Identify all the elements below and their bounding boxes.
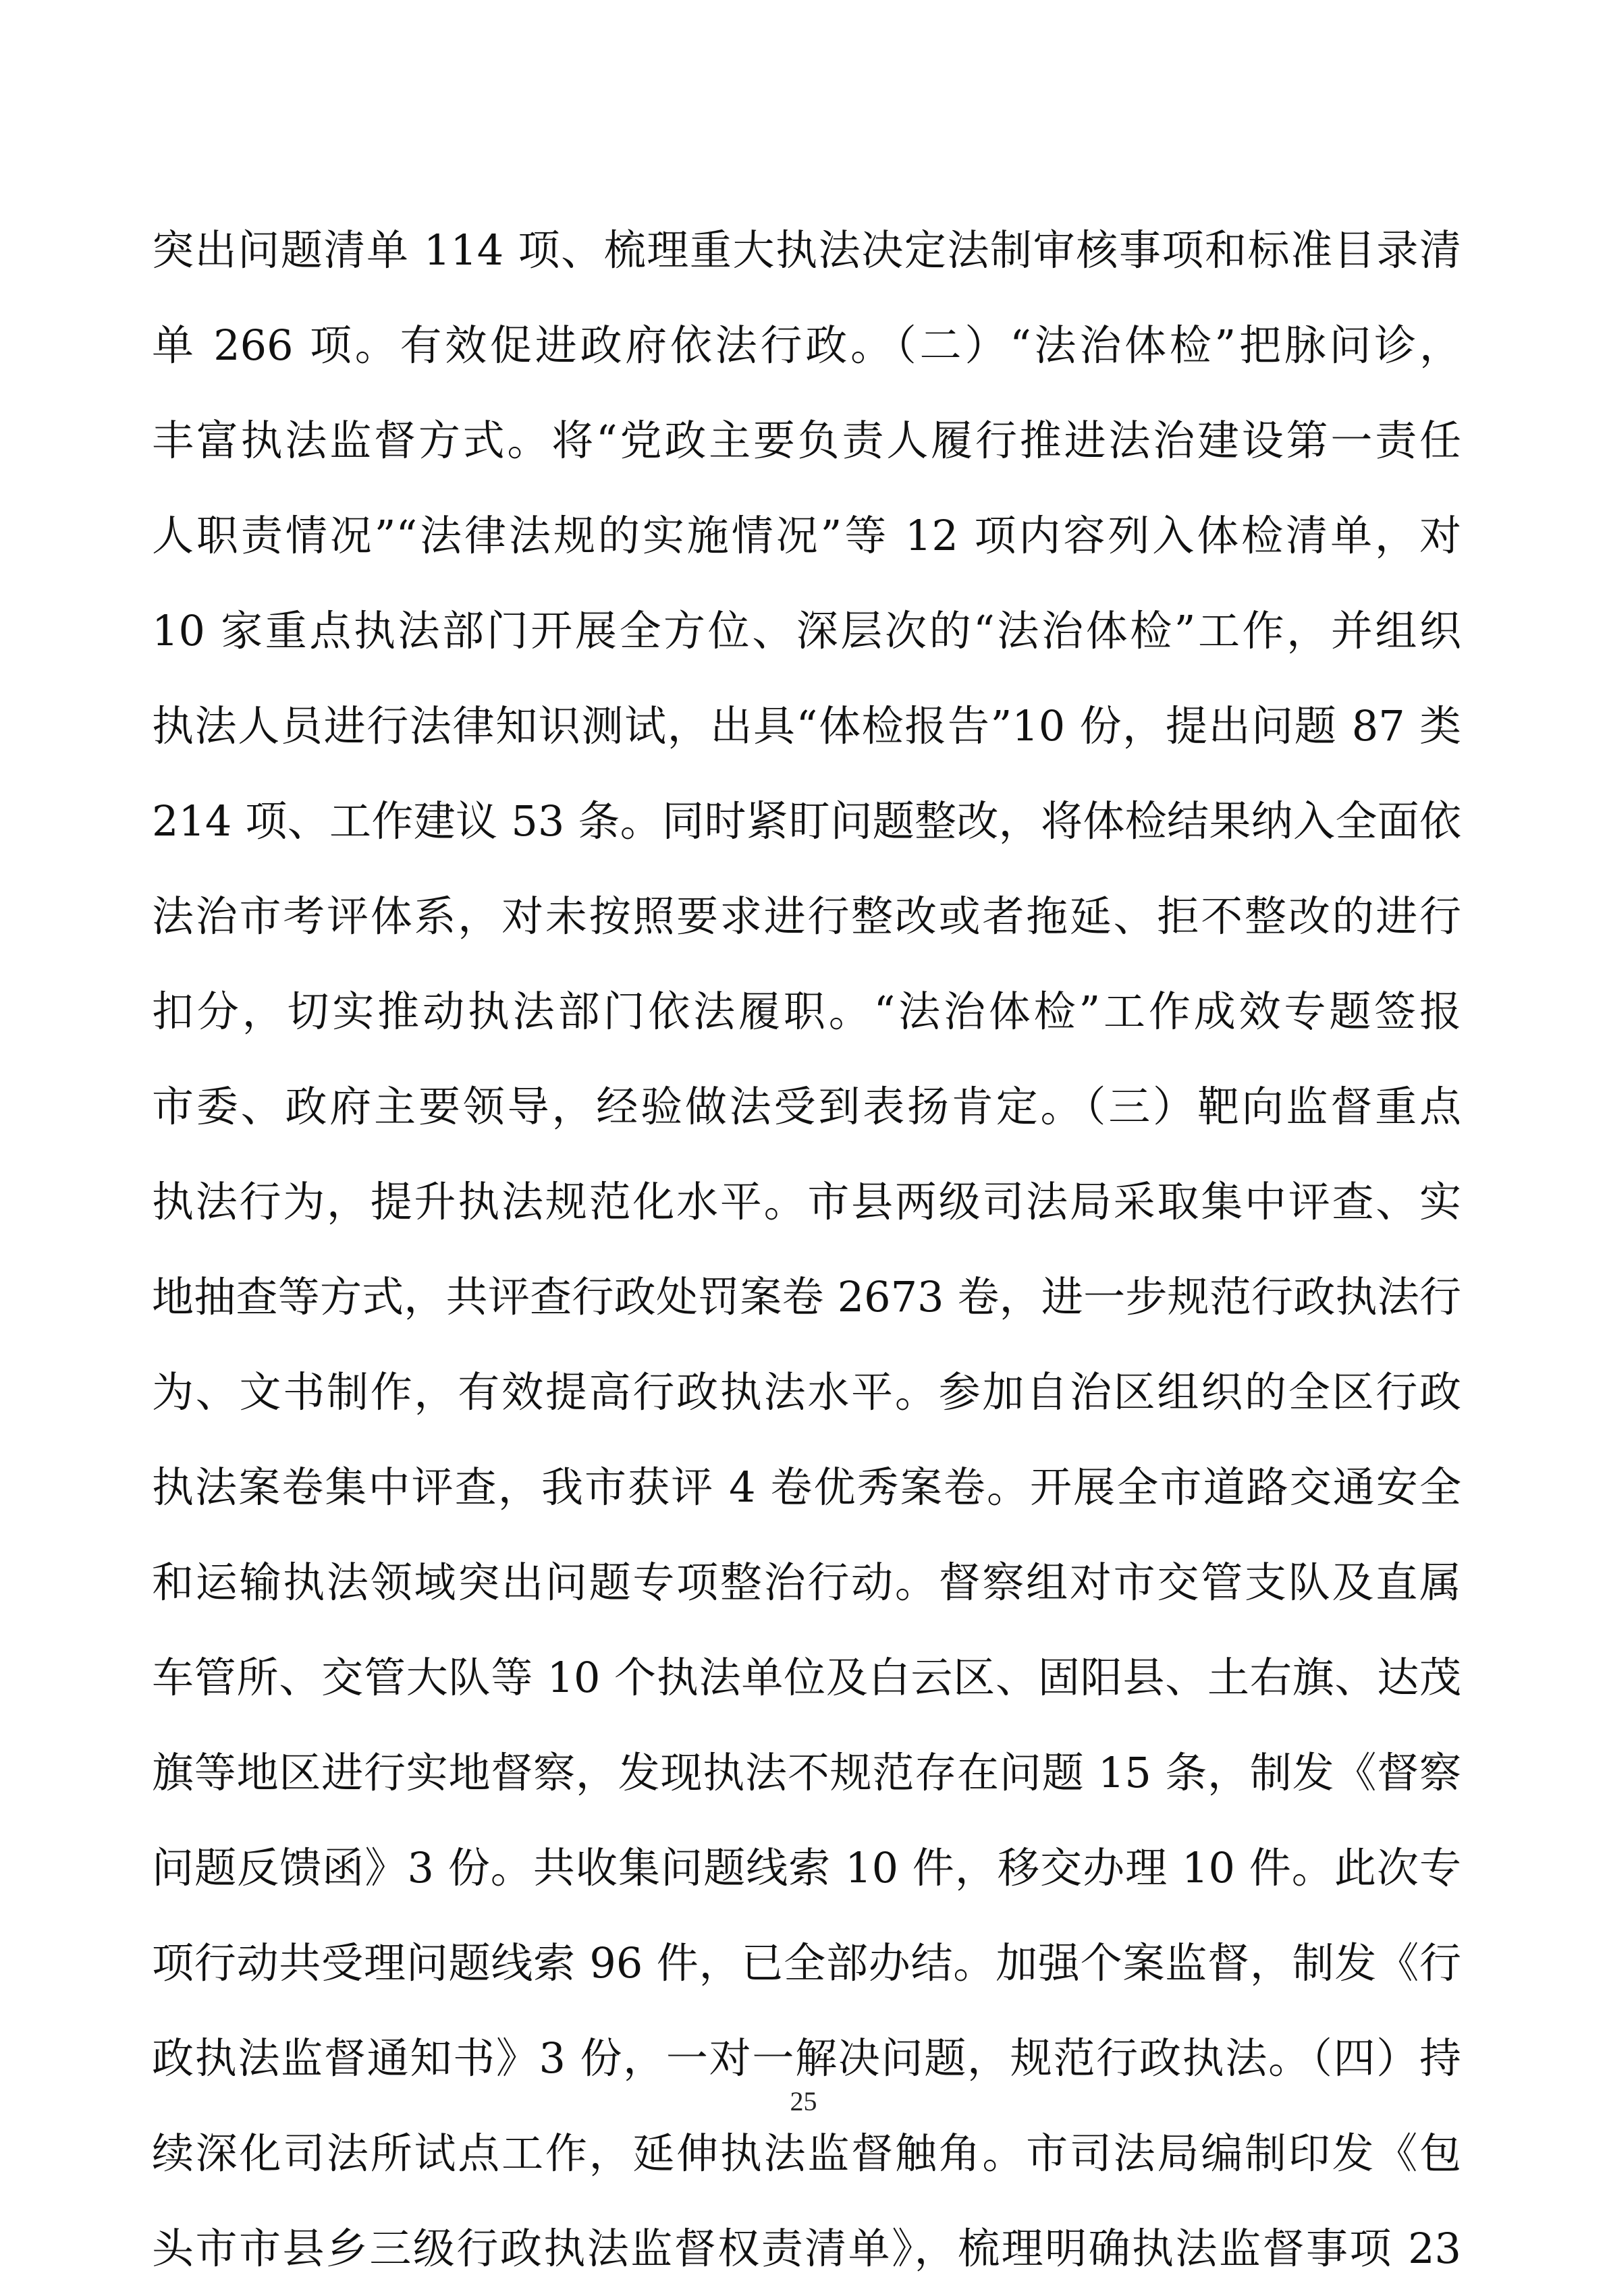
text-line: 法治市考评体系，对未按照要求进行整改或者拖延、拒不整改的进行 [152, 892, 1461, 941]
text-line: 头市市县乡三级行政执法监督权责清单》，梳理明确执法监督事项 23 [152, 2224, 1461, 2273]
text-line: 和运输执法领域突出问题专项整治行动。督察组对市交管支队及直属 [152, 1558, 1461, 1607]
text-line: 扣分，切实推动执法部门依法履职。“法治体检”工作成效专题签报 [152, 987, 1461, 1036]
text-line: 执法人员进行法律知识测试，出具“体检报告”10 份，提出问题 87 类 [152, 701, 1461, 750]
text-line: 为、文书制作，有效提高行政执法水平。参加自治区组织的全区行政 [152, 1367, 1461, 1417]
text-line: 项行动共受理问题线索 96 件，已全部办结。加强个案监督，制发《行 [152, 1938, 1461, 1988]
text-line: 执法行为，提升执法规范化水平。市县两级司法局采取集中评查、实 [152, 1177, 1461, 1226]
page-number: 25 [790, 2086, 817, 2116]
text-line: 单 266 项。有效促进政府依法行政。（二）“法治体检”把脉问诊， [152, 321, 1461, 370]
text-line: 人职责情况”“法律法规的实施情况”等 12 项内容列入体检清单，对 [152, 511, 1461, 560]
text-line: 车管所、交管大队等 10 个执法单位及白云区、固阳县、土右旗、达茂 [152, 1653, 1461, 1702]
text-line: 地抽查等方式，共评查行政处罚案卷 2673 卷，进一步规范行政执法行 [152, 1272, 1461, 1321]
text-line: 丰富执法监督方式。将“党政主要负责人履行推进法治建设第一责任 [152, 416, 1461, 465]
text-line: 执法案卷集中评查，我市获评 4 卷优秀案卷。开展全市道路交通安全 [152, 1463, 1461, 1512]
text-line: 续深化司法所试点工作，延伸执法监督触角。市司法局编制印发《包 [152, 2129, 1461, 2178]
text-line: 214 项、工作建议 53 条。同时紧盯问题整改，将体检结果纳入全面依 [152, 796, 1461, 846]
text-line: 政执法监督通知书》3 份，一对一解决问题，规范行政执法。（四）持 [152, 2033, 1461, 2083]
text-line: 突出问题清单 114 项、梳理重大执法决定法制审核事项和标准目录清 [152, 225, 1461, 275]
text-line: 旗等地区进行实地督察，发现执法不规范存在问题 15 条，制发《督察 [152, 1748, 1461, 1797]
text-line: 市委、政府主要领导，经验做法受到表扬肯定。（三）靶向监督重点 [152, 1082, 1461, 1131]
text-line: 问题反馈函》3 份。共收集问题线索 10 件，移交办理 10 件。此次专 [152, 1843, 1461, 1892]
body-text [152, 202, 1461, 2296]
text-line: 10 家重点执法部门开展全方位、深层次的“法治体检”工作，并组织 [152, 606, 1461, 655]
